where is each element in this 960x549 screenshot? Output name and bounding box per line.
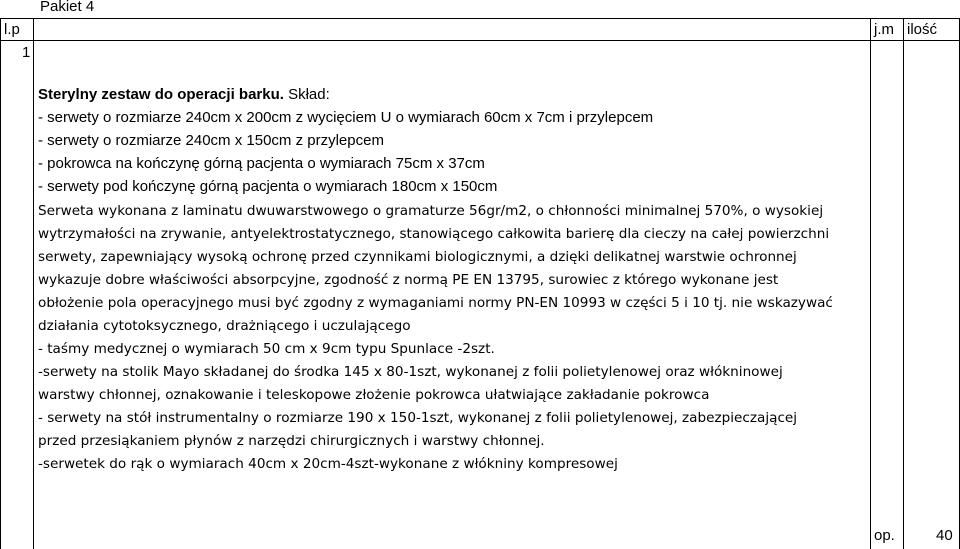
description-line: obłożenie pola operacyjnego musi być zgodny z wymaganiami normy PN-EN 10993 w części 5 i 10 tj. nie wskazywać [38, 295, 833, 311]
description-line: serwety, zapewniający wysoką ochronę przed czynnikami biologicznymi, a dzięki delikatnej warstwie ochronnej [38, 249, 797, 265]
description-line: wytrzymałości na zrywanie, antyelektrostatycznego, stanowiącego całkowita barierę dla cieczy na całej powierzchni [38, 226, 830, 242]
description-line: działania cytotoksycznego, drażniącego i uczulającego [38, 318, 411, 334]
item-title-line [38, 85, 330, 105]
header-bottom-border [0, 40, 960, 41]
description-line: - taśmy medycznej o wymiarach 50 cm x 9cm typu Spunlace -2szt. [38, 341, 495, 357]
description-line: - serwety na stół instrumentalny o rozmiarze 190 x 150-1szt, wykonanej z folii polietylenowej, zabezpieczającej [38, 410, 798, 426]
description-line: -serwetek do rąk o wymiarach 40cm x 20cm-4szt-wykonane z włókniny kompresowej [38, 456, 618, 472]
table-left-border [0, 18, 1, 549]
item-line: - pokrowca na kończynę górną pacjenta o wymiarach 75cm x 37cm [38, 155, 485, 172]
description-line: wykazuje dobre właściwości absorpcyjne, zgodność z normą PE EN 13795, surowiec z którego wykonane jest [38, 272, 779, 288]
header-lp: l.p [4, 21, 20, 38]
header-unit: j.m [874, 21, 894, 38]
row-number: 1 [22, 44, 31, 61]
unit-column-divider [870, 18, 871, 549]
qty-value: 40 [936, 527, 953, 544]
header-qty: ilość [907, 21, 938, 38]
unit-value: op. [874, 527, 895, 544]
package-title: Pakiet 4 [40, 0, 95, 15]
item-title: Sterylny zestaw do operacji barku. [38, 86, 284, 103]
table-top-border [0, 18, 960, 19]
description-line: warstwy chłonnej, oznakowanie i teleskopowe złożenie pokrowca ułatwiające zakładanie pokrowca [38, 387, 710, 403]
item-line: - serwety o rozmiarze 240cm x 200cm z wycięciem U o wymiarach 60cm x 7cm i przylepcem [38, 109, 654, 126]
description-line: Serweta wykonana z laminatu dwuwarstwowego o gramaturze 56gr/m2, o chłonności minimalnej 570%, o wysokiej [38, 203, 824, 219]
description-line: przed przesiąkaniem płynów z narzędzi chirurgicznych i warstwy chłonnej. [38, 433, 545, 449]
lp-column-divider [33, 18, 34, 549]
description-line: -serwety na stolik Mayo składanej do środka 145 x 80-1szt, wykonanej z folii polietylenowej oraz włókninowej [38, 364, 783, 380]
item-line: - serwety pod kończynę górną pacjenta o wymiarach 180cm x 150cm [38, 178, 498, 195]
item-line: - serwety o rozmiarze 240cm x 150cm z przylepcem [38, 132, 384, 149]
composition-label: Skład: [288, 86, 330, 103]
qty-column-divider [903, 18, 904, 549]
